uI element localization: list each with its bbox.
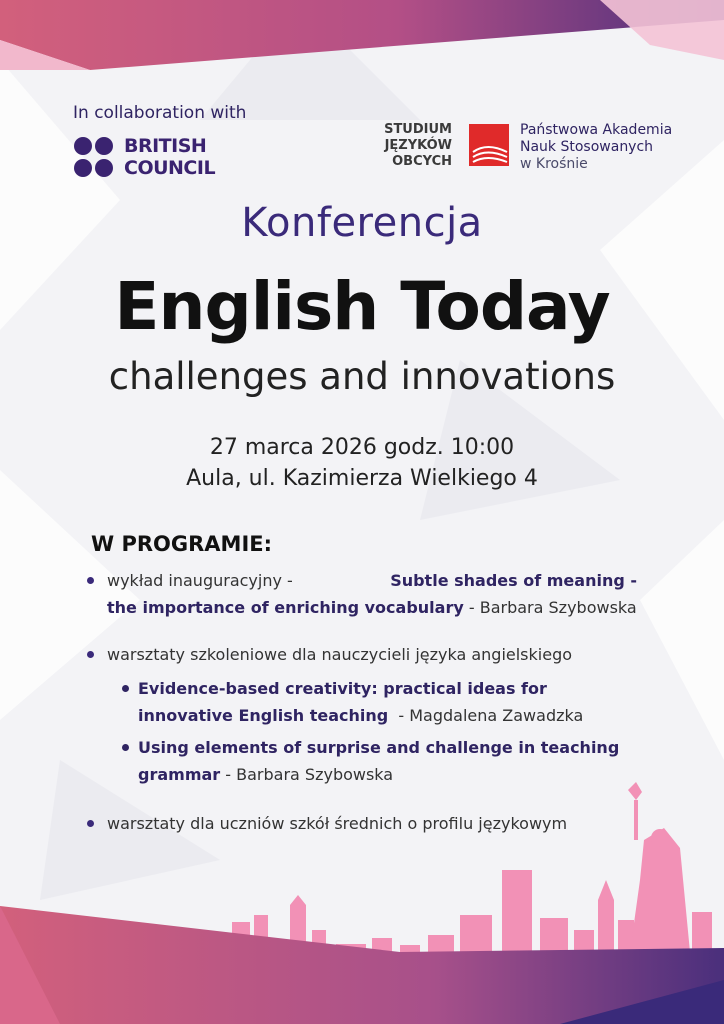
academy-line3: w Krośnie: [520, 156, 588, 172]
sub1-title-a: Evidence-based creativity: practical ideas for: [138, 679, 547, 698]
program-item-3: warsztaty dla uczniów szkół średnich o profilu językowym: [107, 814, 568, 833]
sub1-author: - Magdalena Zawadzka: [398, 706, 584, 725]
item1-author: - Barbara Szybowska: [468, 598, 637, 617]
program-heading: W PROGRAMIE:: [91, 532, 273, 556]
british-council-line2: COUNCIL: [124, 157, 216, 179]
event-subtitle: challenges and innovations: [108, 355, 616, 398]
city-skyline: [232, 782, 712, 952]
program-item-2: warsztaty szkoleniowe dla nauczycieli języka angielskiego: [107, 645, 573, 664]
british-council-line1: BRITISH: [124, 135, 207, 157]
studium-line2: JĘZYKÓW: [384, 138, 452, 153]
sub-bullet-icon: [122, 685, 129, 692]
program-subitem-1: [138, 675, 583, 729]
academy-name: [520, 122, 672, 173]
bullet-icon: [87, 820, 94, 827]
item1-title-b: the importance of enriching vocabulary: [107, 598, 464, 617]
academy-book-icon: [467, 122, 513, 170]
sub-bullet-icon: [122, 744, 129, 751]
studium-line3: OBCYCH: [392, 154, 452, 169]
sub2-title-a: Using elements of surprise and challenge in teaching: [138, 738, 620, 757]
sub1-title-b: innovative English teaching: [138, 706, 389, 725]
british-council-logo: [73, 135, 233, 181]
item1-intro: wykład inauguracyjny -: [107, 571, 293, 590]
program-item-1: [107, 567, 637, 621]
event-title: English Today: [114, 268, 610, 345]
sub2-title-b: grammar: [138, 765, 221, 784]
event-date-venue: [0, 432, 724, 494]
academy-line2: Nauk Stosowanych: [520, 139, 654, 155]
event-kind: Konferencja: [241, 200, 483, 246]
bullet-icon: [87, 577, 94, 584]
event-date: 27 marca 2026 godz. 10:00: [209, 435, 515, 460]
bullet-icon: [87, 651, 94, 658]
studium-logo-text: [368, 122, 452, 170]
bottom-banner: [0, 906, 724, 1024]
british-council-dots-icon: [73, 135, 119, 181]
program-subitem-2: [138, 734, 619, 788]
studium-line1: STUDIUM: [384, 122, 452, 137]
item1-title-a: Subtle shades of meaning -: [390, 571, 637, 590]
event-venue: Aula, ul. Kazimierza Wielkiego 4: [186, 466, 538, 491]
academy-line1: Państwowa Akademia: [520, 122, 673, 138]
sub2-author: - Barbara Szybowska: [225, 765, 394, 784]
collaboration-label: In collaboration with: [73, 103, 247, 123]
